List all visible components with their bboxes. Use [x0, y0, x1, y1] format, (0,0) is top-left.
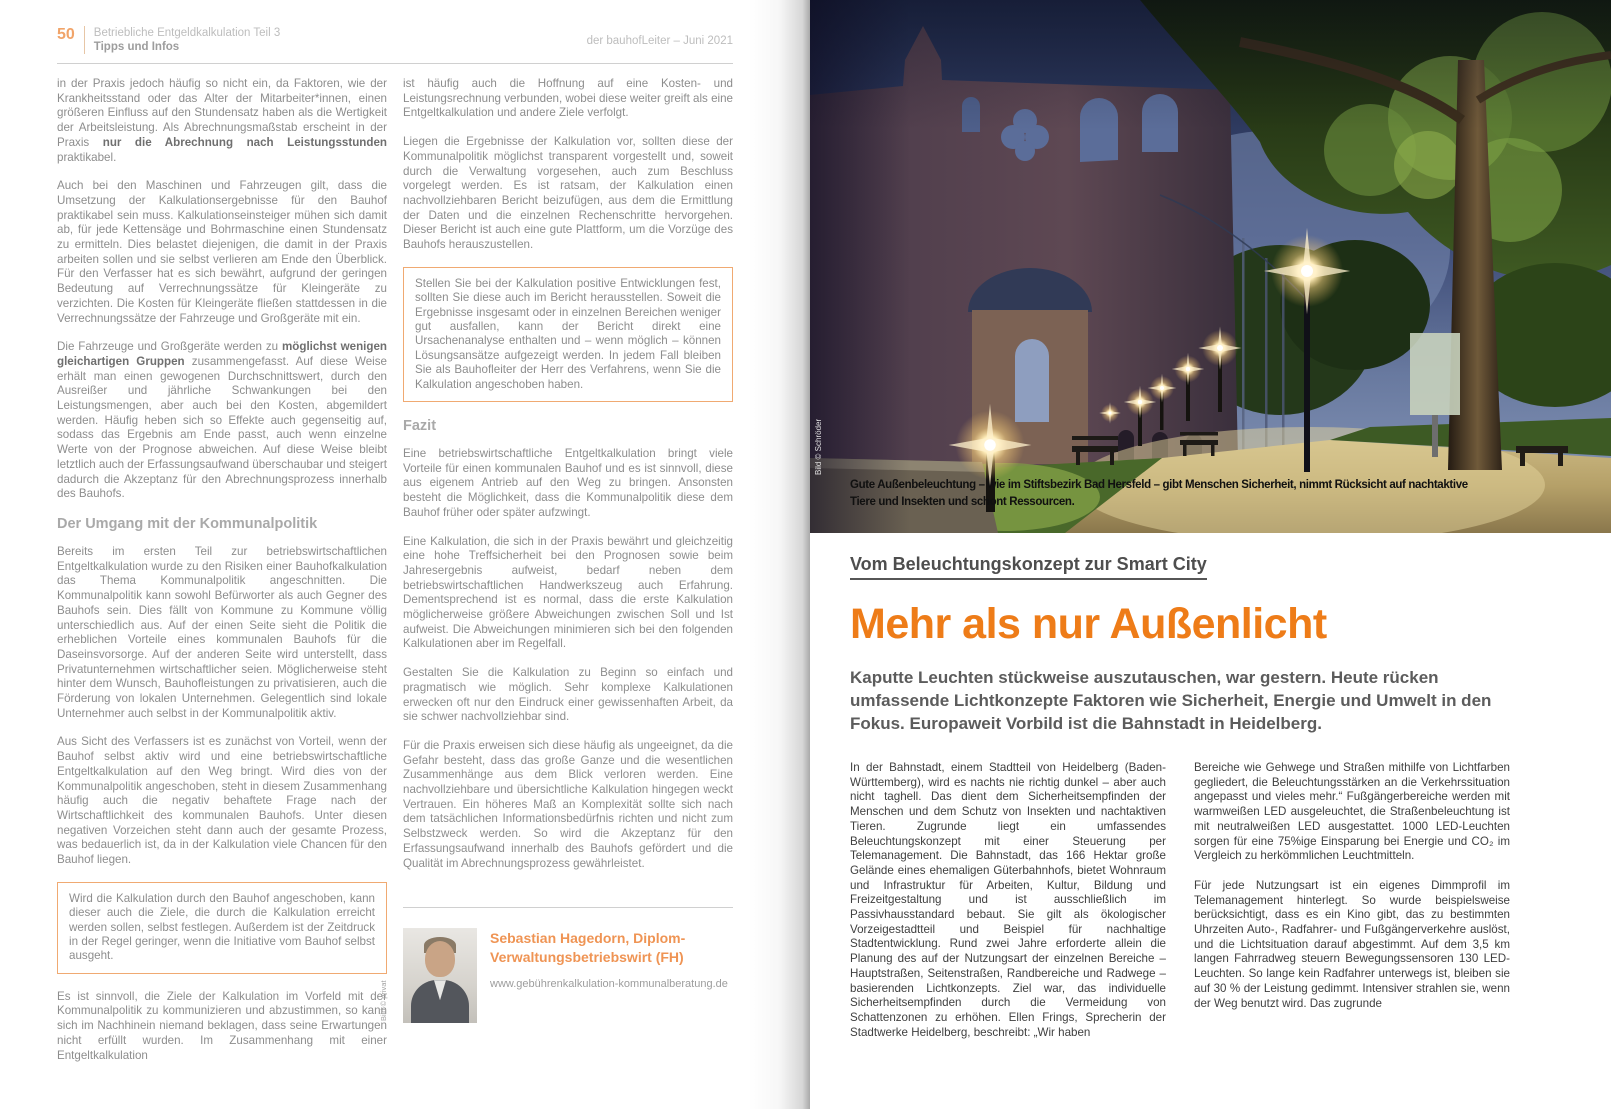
- text: Bereiche wie Gehwege und Straßen mithilfe von Lichtfarben gegliedert, die Beleuchtungsstärken an die Verkehrssituation angepasst und vieles mehr.“ Fußgängerbereiche werden mit warmweißen LED ausgeleuchtet, die Straßenbeleuchtung ist mit neutralweißen LED ausgestattet. 1000 LED-Leuchten sorgen für eine 75%ige Einsparung bei Energie und CO₂ im Vergleich zu herkömmlichen Leuchtmitteln.: [1194, 761, 1510, 863]
- bold-text: möglichst wenigen gleichartigen Gruppen: [57, 340, 387, 368]
- header-kicker-block: [94, 26, 280, 54]
- bold-text: nur die Abrechnung nach Leistungsstunden: [102, 135, 387, 149]
- right-page-columns: [850, 761, 1510, 1055]
- header-rule: [57, 63, 733, 64]
- text: Liegen die Ergebnisse der Kalkulation vor, sollten diese der Kommunalpolitik möglichst transparent vorgestellt und, soweit durch die Verwaltung vorgesehen, auch zum Beschluss vorgelegt werden. Es ist ratsam, der Kalkulation einen nachvollziehbaren Bericht beizufügen, aus dem die Ermittlung der Daten und die einzelnen Rechenschritte hervorgehen. Dieser Bericht ist auch eine gute Plattform, um die Vorzüge des Bauhofs herauszustellen.: [403, 135, 733, 252]
- text: Für die Praxis erweisen sich diese häufig als ungeeignet, da die Gefahr besteht, dass das große Ganze und die wesentlichen Zusammenhänge aus dem Blick verloren werden. Eine nachvollziehbare und übersichtliche Kalkulation hingegen weckt Vertrauen. Ein höheres Maß an Komplexität sollte sich nach dem tatsächlichen Informationsbedürfnis richten und nicht zum Selbstzweck werden. So wird die Akzeptanz für den Erfassungsaufwand innerhalb des Bauhofs gefördert und die Qualität im Abrechnungsprozess gewährleistet.: [403, 738, 733, 870]
- right-page-column-2: [1194, 761, 1510, 1055]
- author-info: [490, 928, 733, 1023]
- flag-pole: [1265, 258, 1268, 450]
- right-page-article: [850, 554, 1510, 1055]
- text: Auch bei den Maschinen und Fahrzeugen gilt, dass die Umsetzung der Kalkulationsergebnisse für den Bauhof praktikabel sein muss. Kalkulationseinsteiger mühen sich damit ab, für jede Kettensäge und Bohrmaschine einen Stundensatz zu ermitteln. Dies belastet diejenigen, die damit in der Praxis arbeiten sollen und sie selbst verlieren am Ende den Überblick. Für den Verfasser hat es sich bewährt, aufgrund der geringen Bedeutung auf Verrechnungssätze für Kleingeräte zu verzichten. Die Kosten für Kleingeräte fließen stattdessen in die Verrechnungssätze der Fahrzeuge und Großgeräte mit ein.: [57, 179, 387, 325]
- photo-illustration: [810, 0, 1611, 533]
- portrait-head: [425, 941, 455, 977]
- paragraph: [57, 340, 387, 502]
- callout-box: [403, 267, 733, 402]
- paragraph: [1194, 761, 1510, 864]
- author-portrait-photo: [403, 928, 477, 1023]
- article-lead: Kaputte Leuchten stückweise auszutauschen, war gestern. Heute rücken umfassende Lichtkonzepte Faktoren wie Sicherheit, Energie und Umwelt in den Fokus. Europaweit Vorbild ist die Bahnstadt in Heidelberg.: [850, 668, 1492, 733]
- paragraph: [1194, 879, 1510, 1011]
- left-page-header: [57, 26, 733, 60]
- paragraph: [403, 739, 733, 871]
- paragraph: [403, 447, 733, 521]
- author-website[interactable]: www.gebührenkalkulation-kommunalberatung.de: [490, 978, 728, 991]
- text: In der Bahnstadt, einem Stadtteil von Heidelberg (Baden-Württemberg), wird es nachts nie richtig dunkel – aber auch nicht taghell. Das dient dem Sicherheitsempfinden der Menschen und dem Schutz von Insekten und nachtaktiven Tieren. Zugrunde liegt ein umfassendes Beleuchtungskonzept mit einer Steuerung per Telemanagement. Die Bahnstadt, das 166 Hektar große Gelände eines ehemaligen Güterbahnhofs, bietet Wohnraum und Infrastruktur für Arbeiten, Kultur, Bildung und Freizeitgestaltung und ist ausschließlich im Passivhausstandard bebaut. Sie gilt als ökologischer Vorzeigestadtteil und Beispiel für nachhaltige Stadtentwicklung. Rund zwei Jahre erforderte allein die Planung des auf der Nutzungsart der einzelnen Bereiche – Hauptstraßen, Seitenstraßen, Randbereiche und Radwege – basierenden Lichtkonzepts. Ziel war, das individuelle Sicherheitsempfinden durch die Vermeidung von Schattenzonen zu erhöhen. Ellen Frings, Sprecherin der Stadtwerke Heidelberg, beschreibt: „Wir haben: [850, 761, 1166, 1039]
- right-page-column-1: [850, 761, 1166, 1055]
- text: Stellen Sie bei der Kalkulation positive Entwicklungen fest, sollten Sie diese auch im Bericht herausstellen. Soweit die Ergebnisse insgesamt oder in einzelnen Bereichen weniger gut ausfallen, kann der Bericht direkt eine Ursachenanalyse enthalten und – wenn möglich – können Lösungsansätze aufgezeigt werden. In jedem Fall bleiben Sie als Bauhofleiter der Herr des Verfahrens, wenn Sie die Kalkulation angeschoben haben.: [415, 276, 721, 391]
- text: Die Fahrzeuge und Großgeräte werden zu: [57, 340, 282, 354]
- flag-pole: [1242, 238, 1245, 450]
- author-divider-rule: [403, 907, 733, 908]
- issue-title: der bauhofLeiter – Juni 2021: [586, 35, 733, 47]
- paragraph: [415, 277, 721, 392]
- article-rubric: Tipps und Infos: [93, 41, 180, 53]
- paragraph: [57, 990, 387, 1064]
- page-number: 50: [57, 26, 75, 43]
- text: Aus Sicht des Verfassers ist es zunächst von Vorteil, wenn der Bauhof selbst aktiv wird und eine betriebswirtschaftliche Entgeltkalkulation auf den Weg bringt. Wird dies von der Kommunalpolitik angeschoben, steht in diesem Zusammenhang häufig auch die negativ behaftete Frage nach der Wirtschaftlichkeit des kommunalen Bauhofs. Unter diesen negativen Vorzeichen steht dann auch der gesamte Prozess, was bedauerlich ist, da in der Kalkulation viele Chancen für den Bauhof liegen.: [57, 735, 387, 867]
- paragraph: [850, 761, 1166, 1040]
- flag-pole: [1282, 273, 1285, 450]
- text: Für jede Nutzungsart ist ein eigenes Dimmprofil im Telemanagement hinterlegt. So wurde beispielsweise berücksichtigt, dass es ein Kino gibt, das zu bestimmten Uhrzeiten Auto-, Radfahrer- und Fußgängerverkehre auslöst, und die Lichtsituation darauf abgestimmt. Auf dem 3,5 km langen Fahrradweg steuern Bewegungssensoren 130 LED-Leuchten. So lange kein Radfahrer unterwegs ist, bleiben sie auf 30 % der Leistung gedimmt. Intensiver strahlen sie, wenn der Weg benutzt wird. Das zugrunde: [1194, 878, 1510, 1010]
- paragraph: [403, 135, 733, 253]
- text: in der Praxis jedoch häufig so nicht ein, da Faktoren, wie der Krankheitsstand oder das Alter der Mitarbeiter*innen, einen größeren Einfluss auf den Stundensatz haben als die Wertigkeit der Arbeitsleistung. Als Abrechnungsmaßstab erscheint in der Praxis: [57, 77, 387, 149]
- turret-window: [1015, 339, 1049, 422]
- text: ist häufig auch die Hoffnung auf eine Kosten- und Leistungsrechnung verbunden, wobei diese weiter greift als eine Entgeltkalkulation und andere Ziele verfolgt.: [403, 77, 733, 120]
- page-fold-shadow: [748, 0, 810, 1109]
- text: praktikabel.: [57, 150, 117, 164]
- article-kicker: Vom Beleuchtungskonzept zur Smart City: [850, 554, 1207, 580]
- left-page-columns: [57, 77, 733, 1077]
- right-page: [810, 0, 1611, 1109]
- text: Wird die Kalkulation durch den Bauhof angeschoben, kann dieser auch die Ziele, die durch die Kalkulation erreicht werden sollen, selbst festlegen. Außerdem ist der Zeitdruck in der Regel geringer, wenn die Initiative vom Bauhof selbst ausgeht.: [69, 891, 375, 963]
- left-page: [0, 0, 800, 1109]
- paragraph: [69, 892, 375, 964]
- author-box: [379, 928, 733, 1023]
- header-divider: [84, 26, 85, 54]
- paragraph: [403, 666, 733, 725]
- paragraph: [403, 535, 733, 653]
- left-page-column-1: [57, 77, 387, 1077]
- section-heading: Der Umgang mit der Kommunalpolitik: [57, 515, 318, 532]
- text: Es ist sinnvoll, die Ziele der Kalkulation im Vorfeld mit der Kommunalpolitik zu kommunizieren und abzustimmen, so kann sich im Nachhinein niemand beklagen, dass seine Erwartungen nicht erfüllt wurden. Im Zusammenhang mit einer Entgeltkalkulation: [57, 989, 387, 1062]
- text: Eine betriebswirtschaftliche Entgeltkalkulation bringt viele Vorteile für einen kommunalen Bauhof und es ist sinnvoll, diese aus eigenem Antrieb auf den Weg zu bringen. Ansonsten besteht die Möglichkeit, dass die Kommunalpolitik diese dem Bauhof früher oder später aufzwingt.: [403, 446, 733, 519]
- section-heading: Fazit: [403, 417, 437, 434]
- paragraph: [403, 77, 733, 121]
- callout-box: [57, 882, 387, 974]
- paragraph: [57, 735, 387, 867]
- article-series-title: Betriebliche Entgeldkalkulation Teil 3: [93, 27, 281, 39]
- text: zusammengefasst. Auf diese Weise erhält man einen gewogenen Durchschnittswert, durch den Ausreißer und jährliche Schwankungen bei den Leistungsmengen, aber auch bei den Kosten, abgemildert werden. Häufig heben sich so Effekte auch gegenseitig auf, sodass das Ergebnis am Ende passt, auch wenn einzelne Werte von der Prognose abweichen. Auf diese Weise bleibt letztlich auch der Erfassungsaufwand überschaubar und steigert dadurch die Akzeptanz für den Abrechnungsprozess innerhalb des Bauhofs.: [57, 354, 388, 501]
- text: Gestalten Sie die Kalkulation zu Beginn so einfach und pragmatisch wie möglich. Sehr komplexe Kalkulationen erwecken oft nur den Eindruck einer gewissenhaften Arbeit, da sie schwer nachvollziehbar sind.: [403, 666, 733, 724]
- left-page-column-2: [379, 77, 733, 1077]
- paragraph: [57, 179, 387, 326]
- author-photo-credit: Bild © privat: [379, 980, 388, 1022]
- text: Eine Kalkulation, die sich in der Praxis bewährt und gleichzeitig eine hohe Treffsicherheit bei den Prognosen sowie beim Jahresergebnis aufweist, bedarf neben dem betriebswirtschaftlichen Handwerkszeug auch Erfahrung. Dementsprechend ist es normal, dass die erste Kalkulation möglicherweise größere Abweichungen zwischen Soll und Ist aufweist. Die Abweichungen minimieren sich bei den folgenden Kalkulationen aber im Regelfall.: [403, 534, 733, 651]
- paragraph: [57, 545, 387, 721]
- photo-caption: Gute Außenbeleuchtung – wie im Stiftsbezirk Bad Hersfeld – gibt Menschen Sicherheit, nimmt Rücksicht auf nachtaktive Tiere und Insekten und schont Ressourcen.: [850, 479, 1468, 508]
- author-name: Sebastian Hagedorn, Diplom-Verwaltungsbetriebswirt (FH): [490, 930, 686, 966]
- text: Bereits im ersten Teil zur betriebswirtschaftlichen Entgeltkalkulation wurde zu den Risiken einer Bauhofkalkulation das Thema Kommunalpolitik angeschnitten. Die Kommunalpolitik kann sowohl Befürworter als auch Gegner des Bauhofs sein. Dies fällt von Kommune zu Kommune völlig unterschiedlich aus. Auf der einen Seite sieht die Politik die erheblichen Vorteile eines kommunalen Bauhofs für die Daseinsvorsorge. Auf der anderen Seite wird unterstellt, dass Privatunternehmen wirtschaftlicher seien. Möglicherweise steht hinter dem Wunsch, Bauhofleistungen zu privatisieren, auch die Förderung von lokalen Unternehmen. Gelegentlich sind lokale Unternehmer auch selbst in der Kommunalpolitik aktiv.: [57, 544, 387, 720]
- article-headline: Mehr als nur Außenlicht: [850, 600, 1327, 648]
- left-page-column-2-text: [403, 77, 733, 871]
- photo-credit: Bild © Schröder: [814, 418, 823, 475]
- photo-top-shade: [810, 0, 1611, 130]
- night-street-photo: [810, 0, 1611, 533]
- paragraph: [57, 77, 387, 165]
